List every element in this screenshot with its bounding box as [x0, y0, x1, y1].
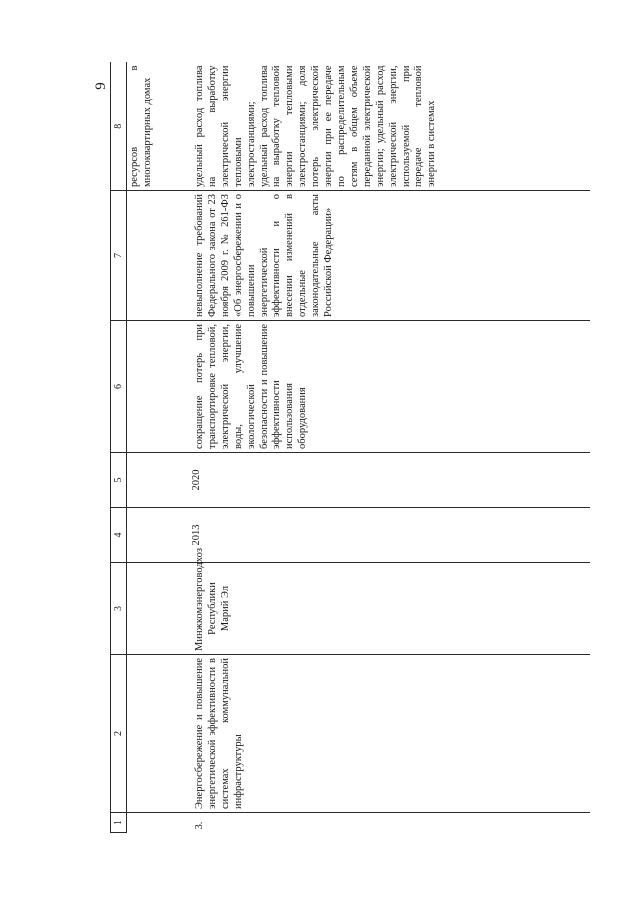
column-header: 2: [111, 655, 127, 813]
start-year-cell: 2013: [191, 508, 590, 563]
table-row: [191, 63, 590, 833]
table-header-row: [111, 63, 127, 833]
table-cell: [127, 813, 192, 833]
table-cell: [127, 655, 192, 813]
column-header: 8: [111, 63, 127, 191]
page-number: 9: [93, 82, 109, 90]
table-cell: [127, 508, 192, 563]
program-table: [110, 63, 590, 834]
column-header: 5: [111, 453, 127, 508]
column-header: 7: [111, 191, 127, 321]
consequences-cell: невыполнение требований Федерального закона от 23 ноября 2009 г. № 261-ФЗ «Об энергосбережении и о повышении энергетической эффективности и о внесении изменений в отдельные законодательные акты Российской Федерации»: [191, 191, 590, 321]
rotated-table-area: [110, 63, 590, 833]
expected-result-cell: сокращение потерь при транспортировке тепловой, электрической энергии, воды, улучшение экологической безопасности и повышение эффективности использования оборудования: [191, 321, 590, 453]
column-header: 1: [111, 813, 127, 833]
table-cell: [127, 191, 192, 321]
table-cell: [127, 563, 192, 655]
column-header: 4: [111, 508, 127, 563]
table-cell: [127, 453, 192, 508]
column-header: 3: [111, 563, 127, 655]
executor-cell: Минжкомэнерговодхоз Республики Марий Эл: [191, 563, 590, 655]
row-number-cell: 3.: [191, 813, 590, 833]
table-row-continuation: [127, 63, 192, 833]
end-year-cell: 2020: [191, 453, 590, 508]
column-header: 6: [111, 321, 127, 453]
measure-name-cell: Энергосбережение и повышение энергетической эффективности в системах коммунальной инфраструктуры: [191, 655, 590, 813]
indicators-cell-continued: ресурсов в многоквартирных домах: [127, 63, 192, 191]
table-cell: [127, 321, 192, 453]
indicators-cell: удельный расход топлива на выработку электрической энергии тепловыми электростанциями; удельный расход топлива на выработку тепловой энергии тепловыми электростанциями; доля потерь электрической энергии при ее передаче по распределительным сетям в общем объеме переданной электрической энергии; удельный расход электрической энергии, используемой при передаче тепловой энергии в системах: [191, 63, 590, 191]
